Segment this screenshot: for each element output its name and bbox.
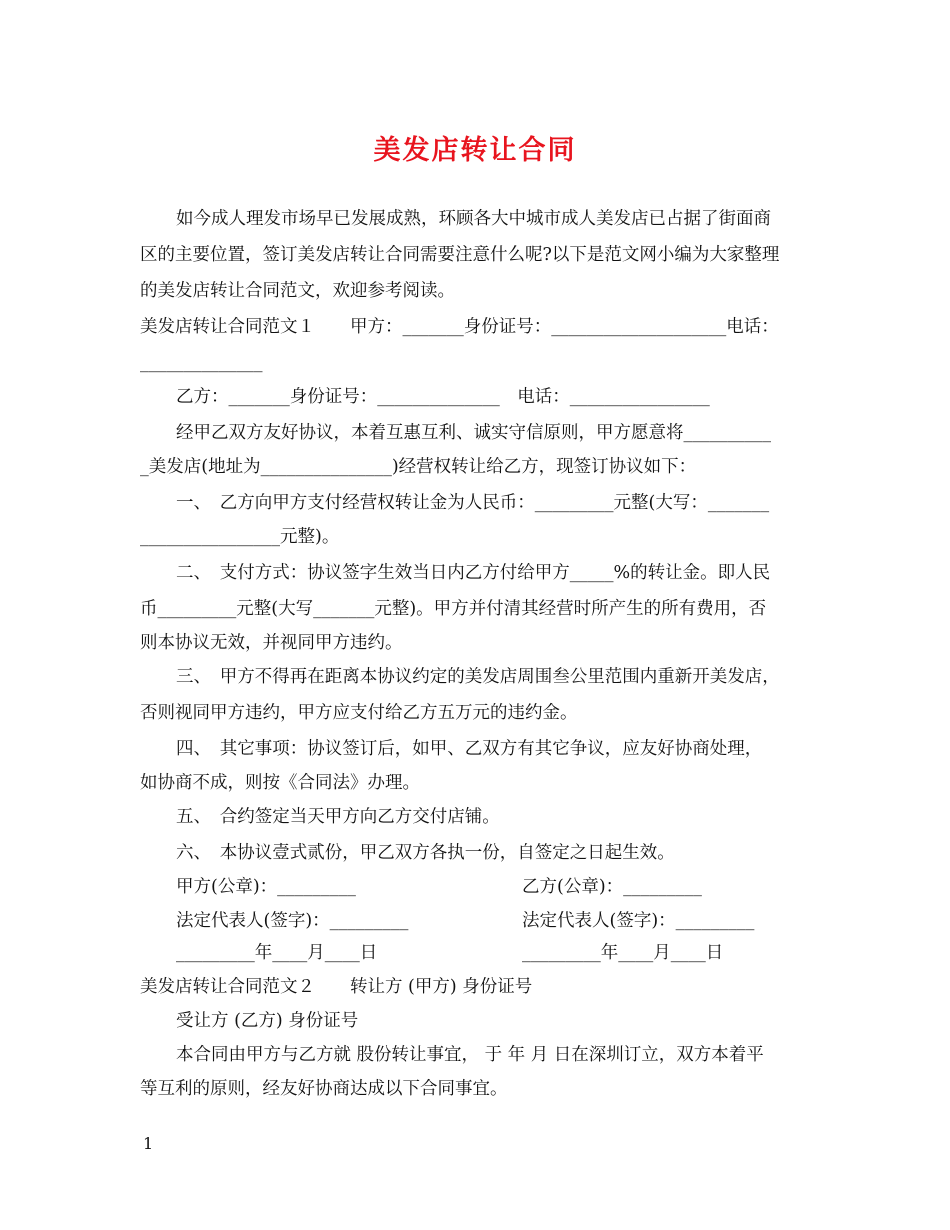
phone-blank-line: ______________ xyxy=(140,353,263,373)
clause-5-line: 五、 合约签定当天甲方向乙方交付店铺。 xyxy=(176,807,500,827)
party-a-seal: 甲方(公章)：_________ xyxy=(176,877,356,897)
page-number: 1 xyxy=(143,1134,154,1153)
sample1-heading-line: 美发店转让合同范文１ 甲方：_______身份证号：____________________电话： xyxy=(140,317,779,337)
party-b-date: _________年____月____日 xyxy=(522,943,724,963)
clause-3-line-1: 三、 甲方不得再在距离本协议约定的美发店周围叁公里范围内重新开美发店， xyxy=(176,667,780,687)
contract-intro-line-2: 等互利的原则，经友好协商达成以下合同事宜。 xyxy=(140,1079,508,1099)
clause-4-line-2: 如协商不成，则按《合同法》办理。 xyxy=(140,773,420,793)
clause-1-line-1: 一、 乙方向甲方支付经营权转让金为人民币：_________元整(大写：_______ xyxy=(176,493,770,513)
clause-4-line-1: 四、 其它事项：协议签订后，如甲、乙双方有其它争议，应友好协商处理， xyxy=(176,739,763,759)
clause-2-line-2: 币_________元整(大写_______元整)。甲方并付清其经营时所产生的所有费用，否 xyxy=(140,599,767,619)
document-title: 美发店转让合同 xyxy=(373,135,577,166)
clause-3-line-2: 否则视同甲方违约，甲方应支付给乙方五万元的违约金。 xyxy=(140,703,578,723)
clause-2-line-1: 二、 支付方式：协议签字生效当日内乙方付给甲方_____%的转让金。即人民 xyxy=(176,563,771,583)
clause-2-line-3: 则本协议无效，并视同甲方违约。 xyxy=(140,633,403,653)
party-a-representative: 法定代表人(签字)：_________ xyxy=(176,911,409,931)
agreement-line-2: _美发店(地址为_______________)经营权转让给乙方，现签订协议如下： xyxy=(140,457,697,477)
transferee-line: 受让方 (乙方) 身份证号 xyxy=(176,1011,359,1031)
agreement-line-1: 经甲乙双方友好协议，本着互惠互利、诚实守信原则，甲方愿意将__________ xyxy=(176,423,771,443)
intro-line-3: 的美发店转让合同范文，欢迎参考阅读。 xyxy=(140,281,455,301)
intro-line-1: 如今成人理发市场早已发展成熟，环顾各大中城市成人美发店已占据了街面商 xyxy=(176,209,771,229)
intro-line-2: 区的主要位置，签订美发店转让合同需要注意什么呢?以下是范文网小编为大家整理 xyxy=(140,245,780,265)
sample2-heading-line: 美发店转让合同范文２ 转让方 (甲方) 身份证号 xyxy=(140,977,533,997)
clause-6-line: 六、 本协议壹式贰份，甲乙双方各执一份，自签定之日起生效。 xyxy=(176,843,675,863)
party-b-representative: 法定代表人(签字)：_________ xyxy=(522,911,755,931)
party-b-info-line: 乙方：_______身份证号：______________ 电话：________________ xyxy=(176,387,710,407)
clause-1-line-2: ________________元整)。 xyxy=(140,527,340,547)
contract-intro-line-1: 本合同由甲方与乙方就 股份转让事宜， 于 年 月 日在深圳订立，双方本着平 xyxy=(176,1045,764,1065)
party-b-seal: 乙方(公章)：_________ xyxy=(522,877,702,897)
party-a-date: _________年____月____日 xyxy=(176,943,378,963)
